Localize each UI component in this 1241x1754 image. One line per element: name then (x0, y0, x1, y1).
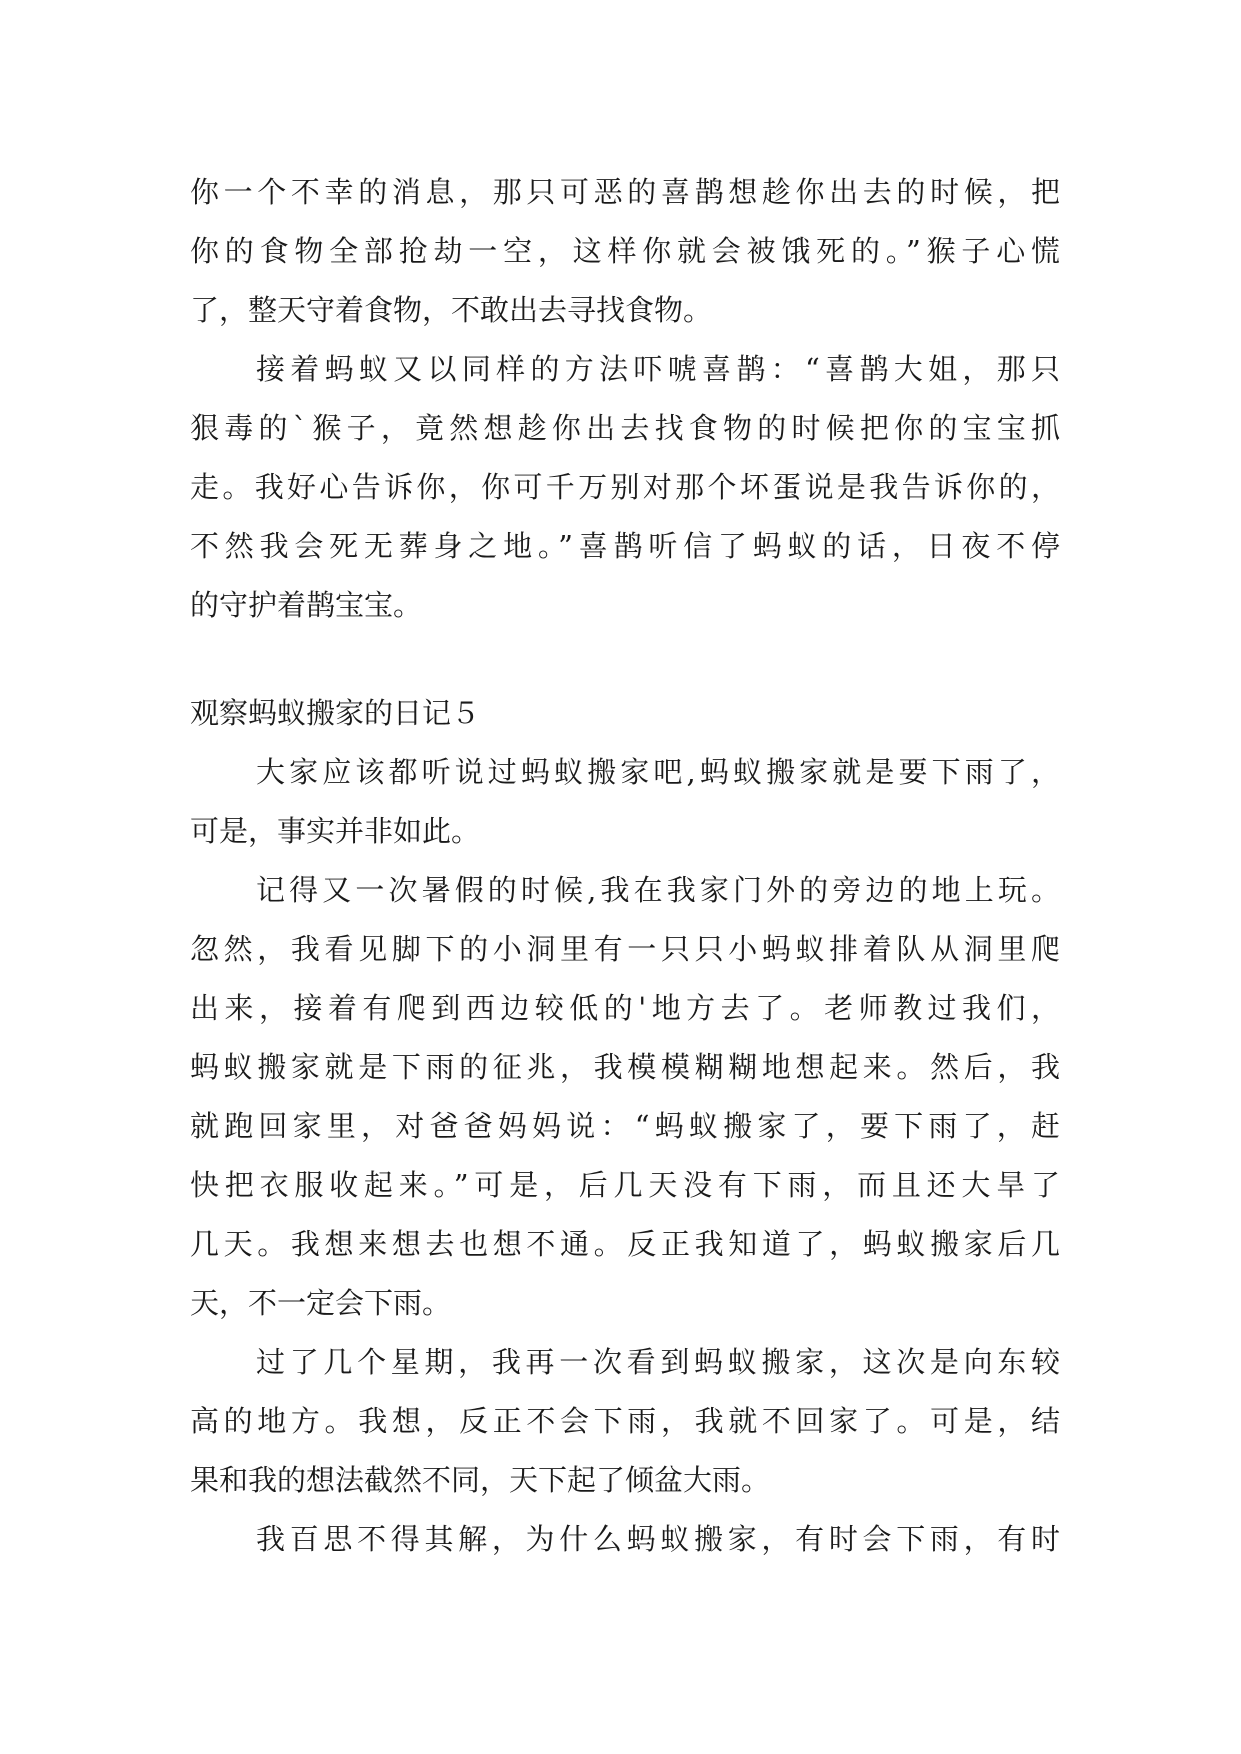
text-line: 蚂蚁搬家就是下雨的征兆，我模模糊糊地想起来。然后，我 (190, 1050, 1060, 1084)
text-line: 果和我的想法截然不同，天下起了倾盆大雨。 (190, 1463, 771, 1497)
section-heading: 观察蚂蚁搬家的日记５ (190, 696, 481, 730)
text-line: 不然我会死无葬身之地。”喜鹊听信了蚂蚁的话，日夜不停 (190, 529, 1060, 563)
text-line: 你的食物全部抢劫一空，这样你就会被饿死的。”猴子心慌 (190, 234, 1060, 268)
text-line: 的守护着鹊宝宝。 (190, 588, 423, 622)
text-line: 你一个不幸的消息，那只可恶的喜鹊想趁你出去的时候，把 (190, 175, 1060, 209)
text-line: 几天。我想来想去也想不通。反正我知道了，蚂蚁搬家后几 (190, 1227, 1060, 1261)
paragraph (190, 743, 1060, 861)
text-line: 就跑回家里，对爸爸妈妈说：“蚂蚁搬家了，要下雨了，赶 (190, 1109, 1060, 1143)
paragraph (190, 163, 1060, 340)
text-line: 走。我好心告诉你，你可千万别对那个坏蛋说是我告诉你的， (190, 470, 1060, 504)
text-line: 天，不一定会下雨。 (190, 1286, 452, 1320)
text-line: 忽然，我看见脚下的小洞里有一只只小蚂蚁排着队从洞里爬 (190, 932, 1060, 966)
text-line: 记得又一次暑假的时候,我在我家门外的旁边的地上玩。 (256, 873, 1060, 907)
text-line: 过了几个星期，我再一次看到蚂蚁搬家，这次是向东较 (256, 1345, 1060, 1379)
text-line: 了，整天守着食物，不敢出去寻找食物。 (190, 293, 713, 327)
paragraph (190, 861, 1060, 1333)
text-line: 接着蚂蚁又以同样的方法吓唬喜鹊：“喜鹊大姐，那只 (256, 352, 1060, 386)
text-line: 可是，事实并非如此。 (190, 814, 481, 848)
text-line: 高的地方。我想，反正不会下雨，我就不回家了。可是，结 (190, 1404, 1060, 1438)
paragraph (190, 340, 1060, 635)
text-line: 快把衣服收起来。”可是，后几天没有下雨，而且还大旱了 (190, 1168, 1060, 1202)
paragraph (190, 1333, 1060, 1510)
text-line: 我百思不得其解，为什么蚂蚁搬家，有时会下雨，有时 (256, 1522, 1060, 1556)
text-line: 大家应该都听说过蚂蚁搬家吧,蚂蚁搬家就是要下雨了， (256, 755, 1060, 789)
paragraph (190, 1510, 1060, 1569)
text-line: 狠毒的`猴子，竟然想趁你出去找食物的时候把你的宝宝抓 (190, 411, 1060, 445)
text-line: 出来，接着有爬到西边较低的'地方去了。老师教过我们， (190, 991, 1060, 1025)
document-body (190, 163, 1060, 1569)
